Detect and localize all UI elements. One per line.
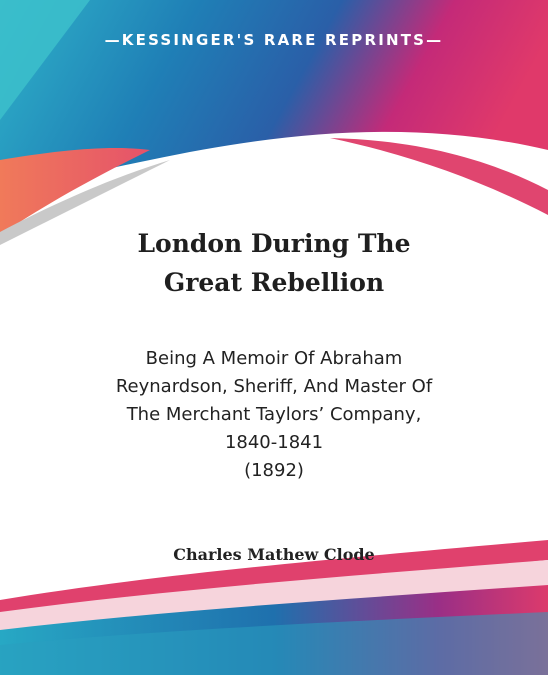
title-line: Great Rebellion bbox=[163, 268, 385, 297]
book-author: Charles Mathew Clode bbox=[173, 545, 375, 564]
publisher-banner: —KESSINGER'S RARE REPRINTS— bbox=[104, 31, 444, 49]
subtitle-line: Reynardson, Sheriff, And Master Of bbox=[115, 376, 433, 397]
subtitle-line: 1840-1841 bbox=[224, 432, 324, 453]
top-wave-pink-right bbox=[330, 138, 548, 215]
book-subtitle bbox=[40, 345, 508, 485]
title-line: London During The bbox=[137, 229, 411, 258]
book-title bbox=[40, 224, 508, 302]
subtitle-line: The Merchant Taylors’ Company, bbox=[126, 404, 422, 425]
subtitle-line: Being A Memoir Of Abraham bbox=[145, 348, 403, 369]
subtitle-line: (1892) bbox=[244, 460, 304, 481]
